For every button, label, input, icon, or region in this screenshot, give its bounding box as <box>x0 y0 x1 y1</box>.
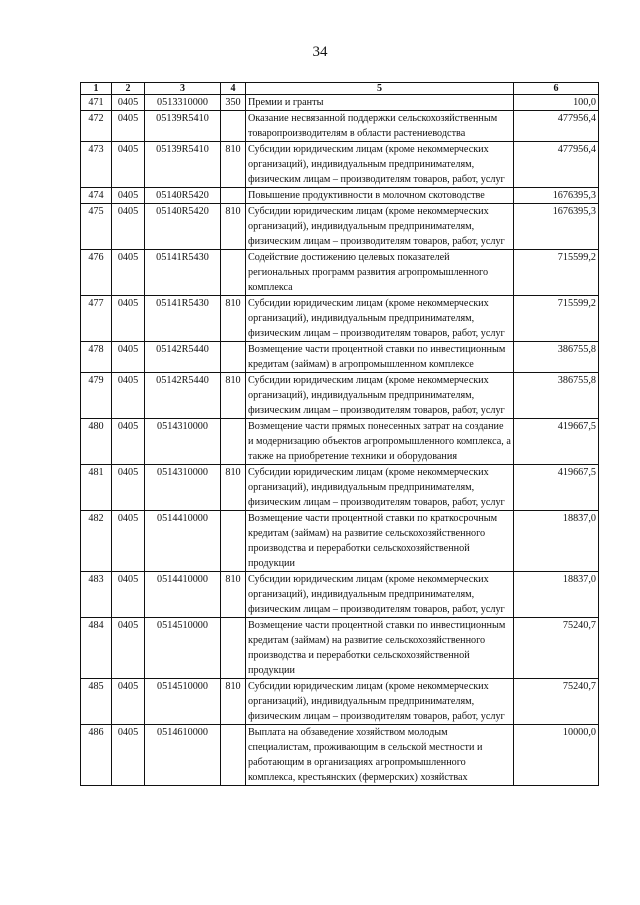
target-article-code-cell: 05140R5420 <box>145 204 221 250</box>
section-code-cell: 0405 <box>112 725 145 786</box>
table-row <box>81 250 599 296</box>
table-row <box>81 142 599 188</box>
row-number-cell: 478 <box>81 342 112 373</box>
section-code-cell: 0405 <box>112 204 145 250</box>
section-code-cell: 0405 <box>112 111 145 142</box>
expense-type-code-cell <box>221 419 246 465</box>
column-header: 1 <box>81 83 112 95</box>
section-code-cell: 0405 <box>112 511 145 572</box>
amount-cell: 18837,0 <box>514 511 599 572</box>
table-row <box>81 679 599 725</box>
target-article-code-cell: 05139R5410 <box>145 111 221 142</box>
target-article-code-cell: 05142R5440 <box>145 342 221 373</box>
target-article-code-cell: 0514510000 <box>145 618 221 679</box>
row-number-cell: 477 <box>81 296 112 342</box>
expense-type-code-cell <box>221 111 246 142</box>
expense-type-code-cell: 810 <box>221 679 246 725</box>
expense-type-code-cell <box>221 342 246 373</box>
amount-cell: 100,0 <box>514 95 599 111</box>
table-row <box>81 511 599 572</box>
section-code-cell: 0405 <box>112 342 145 373</box>
table-row <box>81 188 599 204</box>
column-header: 6 <box>514 83 599 95</box>
amount-cell: 386755,8 <box>514 373 599 419</box>
section-code-cell: 0405 <box>112 250 145 296</box>
row-number-cell: 482 <box>81 511 112 572</box>
table-header-row <box>81 83 599 95</box>
amount-cell: 386755,8 <box>514 342 599 373</box>
section-code-cell: 0405 <box>112 95 145 111</box>
row-number-cell: 485 <box>81 679 112 725</box>
section-code-cell: 0405 <box>112 572 145 618</box>
section-code-cell: 0405 <box>112 142 145 188</box>
item-name-cell: Возмещение части процентной ставки по инвестиционным кредитам (займам) на развитие сельскохозяйственного производства и переработки сельскохозяйственной продукции <box>246 618 514 679</box>
item-name-cell: Субсидии юридическим лицам (кроме некоммерческих организаций), индивидуальным предпринимателям, физическим лицам – производителям товаров, работ, услуг <box>246 204 514 250</box>
amount-cell: 75240,7 <box>514 618 599 679</box>
row-number-cell: 476 <box>81 250 112 296</box>
section-code-cell: 0405 <box>112 618 145 679</box>
row-number-cell: 479 <box>81 373 112 419</box>
expense-type-code-cell: 810 <box>221 465 246 511</box>
table-row <box>81 204 599 250</box>
amount-cell: 1676395,3 <box>514 188 599 204</box>
amount-cell: 1676395,3 <box>514 204 599 250</box>
column-header: 3 <box>145 83 221 95</box>
column-header: 5 <box>246 83 514 95</box>
row-number-cell: 474 <box>81 188 112 204</box>
row-number-cell: 473 <box>81 142 112 188</box>
target-article-code-cell: 05139R5410 <box>145 142 221 188</box>
row-number-cell: 481 <box>81 465 112 511</box>
expense-type-code-cell: 810 <box>221 373 246 419</box>
target-article-code-cell: 0514610000 <box>145 725 221 786</box>
section-code-cell: 0405 <box>112 296 145 342</box>
row-number-cell: 475 <box>81 204 112 250</box>
expense-type-code-cell: 350 <box>221 95 246 111</box>
target-article-code-cell: 05141R5430 <box>145 296 221 342</box>
amount-cell: 75240,7 <box>514 679 599 725</box>
table-row <box>81 342 599 373</box>
amount-cell: 715599,2 <box>514 250 599 296</box>
section-code-cell: 0405 <box>112 419 145 465</box>
item-name-cell: Содействие достижению целевых показателей региональных программ развития агропромышленного комплекса <box>246 250 514 296</box>
amount-cell: 477956,4 <box>514 142 599 188</box>
table-row <box>81 618 599 679</box>
target-article-code-cell: 0514410000 <box>145 572 221 618</box>
expense-type-code-cell <box>221 618 246 679</box>
section-code-cell: 0405 <box>112 679 145 725</box>
item-name-cell: Субсидии юридическим лицам (кроме некоммерческих организаций), индивидуальным предпринимателям, физическим лицам – производителям товаров, работ, услуг <box>246 373 514 419</box>
table-row <box>81 419 599 465</box>
row-number-cell: 472 <box>81 111 112 142</box>
table-row <box>81 725 599 786</box>
target-article-code-cell: 0513310000 <box>145 95 221 111</box>
item-name-cell: Возмещение части процентной ставки по краткосрочным кредитам (займам) на развитие сельскохозяйственного производства и переработки сельскохозяйственной продукции <box>246 511 514 572</box>
item-name-cell: Выплата на обзаведение хозяйством молодым специалистам, проживающим в сельской местности и работающим в организациях агропромышленного комплекса, крестьянских (фермерских) хозяйствах <box>246 725 514 786</box>
row-number-cell: 471 <box>81 95 112 111</box>
expense-type-code-cell <box>221 250 246 296</box>
section-code-cell: 0405 <box>112 465 145 511</box>
expense-type-code-cell: 810 <box>221 296 246 342</box>
item-name-cell: Возмещение части процентной ставки по инвестиционным кредитам (займам) в агропромышленном комплексе <box>246 342 514 373</box>
table-row <box>81 111 599 142</box>
target-article-code-cell: 0514310000 <box>145 465 221 511</box>
column-header: 4 <box>221 83 246 95</box>
amount-cell: 715599,2 <box>514 296 599 342</box>
table-row <box>81 465 599 511</box>
row-number-cell: 480 <box>81 419 112 465</box>
item-name-cell: Субсидии юридическим лицам (кроме некоммерческих организаций), индивидуальным предпринимателям, физическим лицам – производителям товаров, работ, услуг <box>246 572 514 618</box>
expense-type-code-cell: 810 <box>221 142 246 188</box>
expense-type-code-cell <box>221 725 246 786</box>
amount-cell: 419667,5 <box>514 419 599 465</box>
section-code-cell: 0405 <box>112 188 145 204</box>
target-article-code-cell: 05140R5420 <box>145 188 221 204</box>
column-header: 2 <box>112 83 145 95</box>
amount-cell: 419667,5 <box>514 465 599 511</box>
table-row <box>81 95 599 111</box>
expense-type-code-cell: 810 <box>221 572 246 618</box>
item-name-cell: Субсидии юридическим лицам (кроме некоммерческих организаций), индивидуальным предпринимателям, физическим лицам – производителям товаров, работ, услуг <box>246 679 514 725</box>
row-number-cell: 483 <box>81 572 112 618</box>
amount-cell: 18837,0 <box>514 572 599 618</box>
expense-type-code-cell <box>221 188 246 204</box>
target-article-code-cell: 05141R5430 <box>145 250 221 296</box>
item-name-cell: Субсидии юридическим лицам (кроме некоммерческих организаций), индивидуальным предпринимателям, физическим лицам – производителям товаров, работ, услуг <box>246 142 514 188</box>
item-name-cell: Субсидии юридическим лицам (кроме некоммерческих организаций), индивидуальным предпринимателям, физическим лицам – производителям товаров, работ, услуг <box>246 465 514 511</box>
page-number: 34 <box>312 44 328 60</box>
target-article-code-cell: 05142R5440 <box>145 373 221 419</box>
table-row <box>81 373 599 419</box>
item-name-cell: Премии и гранты <box>246 95 514 111</box>
item-name-cell: Оказание несвязанной поддержки сельскохозяйственным товаропроизводителям в области растениеводства <box>246 111 514 142</box>
table-row <box>81 572 599 618</box>
row-number-cell: 484 <box>81 618 112 679</box>
expense-type-code-cell <box>221 511 246 572</box>
expense-type-code-cell: 810 <box>221 204 246 250</box>
target-article-code-cell: 0514510000 <box>145 679 221 725</box>
amount-cell: 10000,0 <box>514 725 599 786</box>
item-name-cell: Субсидии юридическим лицам (кроме некоммерческих организаций), индивидуальным предпринимателям, физическим лицам – производителям товаров, работ, услуг <box>246 296 514 342</box>
budget-table <box>80 82 599 786</box>
target-article-code-cell: 0514410000 <box>145 511 221 572</box>
table-row <box>81 296 599 342</box>
row-number-cell: 486 <box>81 725 112 786</box>
target-article-code-cell: 0514310000 <box>145 419 221 465</box>
item-name-cell: Повышение продуктивности в молочном скотоводстве <box>246 188 514 204</box>
section-code-cell: 0405 <box>112 373 145 419</box>
item-name-cell: Возмещение части прямых понесенных затрат на создание и модернизацию объектов агропромышленного комплекса, а также на приобретение техники и оборудования <box>246 419 514 465</box>
amount-cell: 477956,4 <box>514 111 599 142</box>
